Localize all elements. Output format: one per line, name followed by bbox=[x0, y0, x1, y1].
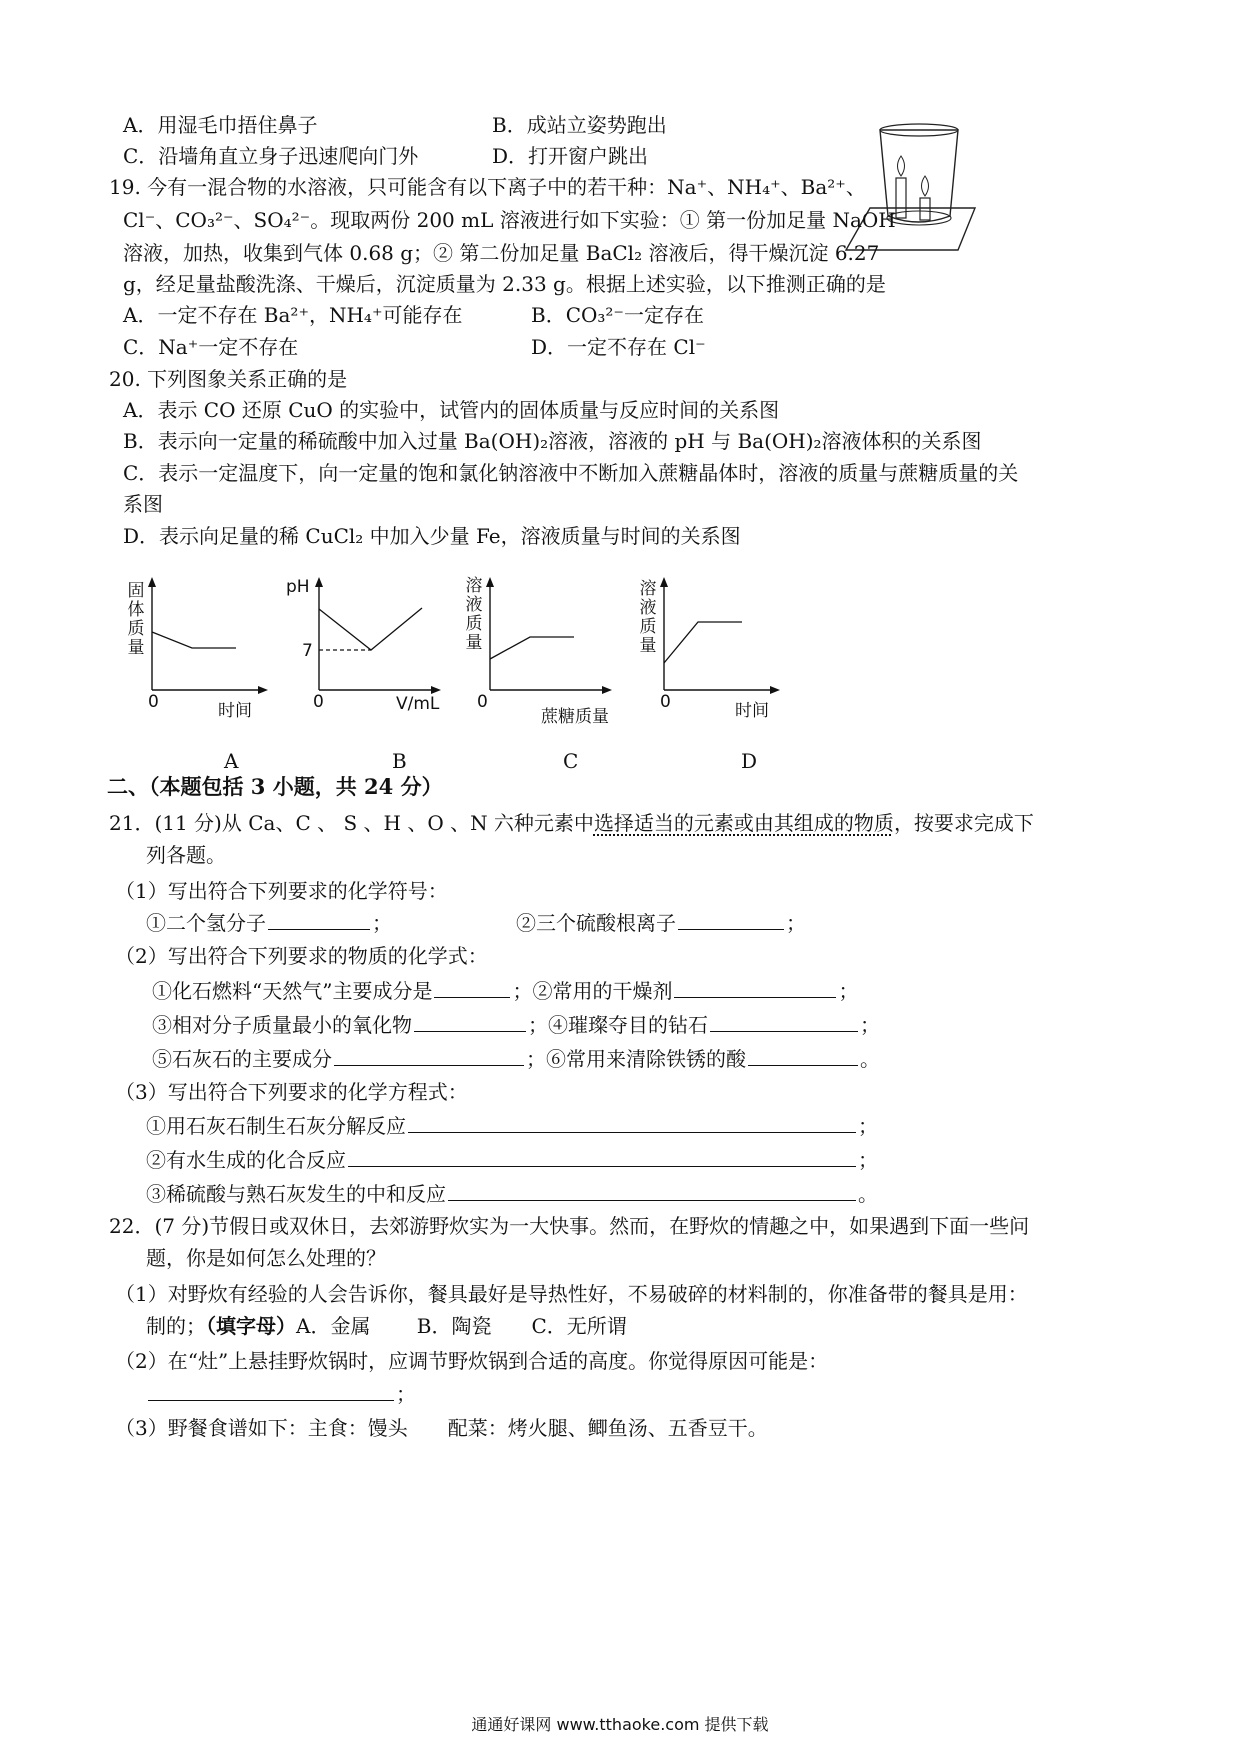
graph-b-xlabel: V/mL bbox=[396, 694, 440, 714]
q21-period: 。 bbox=[860, 1047, 880, 1071]
q19-line2: Cl⁻、CO₃²⁻、SO₄²⁻。现取两份 200 mL 溶液进行如下实验：① 第一份加足量 NaOH bbox=[123, 208, 896, 232]
q22-part1-line2 bbox=[146, 1311, 627, 1341]
q19-line3: 溶液，加热，收集到气体 0.68 g；② 第二份加足量 BaCl₂ 溶液后，得干燥沉淀 6.27 bbox=[123, 241, 880, 265]
q21-part3-item2 bbox=[146, 1144, 878, 1175]
q20-option-d: D．表示向足量的稀 CuCl₂ 中加入少量 Fe，溶液质量与时间的关系图 bbox=[123, 524, 741, 548]
q22-part1-prefix: 制的； bbox=[146, 1314, 206, 1338]
graph-b-origin: 0 bbox=[313, 692, 324, 712]
q18-option-a: A．用湿毛巾捂住鼻子 bbox=[123, 113, 318, 137]
q21-part2-item3-label: ③相对分子质量最小的氧化物 bbox=[152, 1013, 412, 1037]
q19-option-c: C．Na⁺一定不存在 bbox=[123, 335, 299, 359]
q21-part2-row3 bbox=[152, 1043, 880, 1074]
q20-stem: 20. 下列图象关系正确的是 bbox=[109, 367, 348, 391]
answer-blank[interactable] bbox=[148, 1378, 394, 1401]
q21-semicolon: ； bbox=[860, 1013, 880, 1037]
q21-part1-item1 bbox=[146, 907, 392, 938]
q22-line1: 22．(7 分)节假日或双休日，去郊游野炊实为一大快事。然而，在野炊的情趣之中，如果遇到下面一些问 bbox=[109, 1214, 1030, 1238]
q21-part3-item3 bbox=[146, 1178, 878, 1209]
answer-blank[interactable] bbox=[434, 975, 510, 998]
q22-part3-line1: （3）野餐食谱如下：主食：馒头 配菜：烤火腿、鲫鱼汤、五香豆干。 bbox=[115, 1416, 768, 1440]
answer-blank[interactable] bbox=[674, 975, 836, 998]
q19-option-a: A．一定不存在 Ba²⁺，NH₄⁺可能存在 bbox=[123, 303, 463, 327]
graph-c-origin: 0 bbox=[477, 692, 488, 712]
q21-part2-row2 bbox=[152, 1009, 880, 1040]
graph-d-caption: D bbox=[741, 749, 758, 773]
graph-a-ylabel: 固体质量 bbox=[127, 581, 145, 658]
graph-d-ylabel: 溶液质量 bbox=[639, 579, 657, 656]
q21-part3-item1-label: ①用石灰石制生石灰分解反应 bbox=[146, 1114, 406, 1138]
q22-part2-line1: （2）在“灶”上悬挂野炊锅时，应调节野炊锅到合适的高度。你觉得原因可能是： bbox=[115, 1349, 829, 1373]
answer-blank[interactable] bbox=[710, 1009, 858, 1032]
q21-part1-item1-label: ①二个氢分子 bbox=[146, 911, 266, 935]
answer-blank[interactable] bbox=[678, 907, 784, 930]
graph-b-caption: B bbox=[392, 749, 407, 773]
q21-part2-item4-label: ；④璀璨夺目的钻石 bbox=[528, 1013, 708, 1037]
q21-part3-item1 bbox=[146, 1110, 878, 1141]
answer-blank[interactable] bbox=[348, 1144, 856, 1167]
answer-blank[interactable] bbox=[268, 907, 370, 930]
graph-b-ylabel: pH bbox=[286, 577, 310, 597]
graph-a-origin: 0 bbox=[148, 692, 159, 712]
q18-option-d: D．打开窗户跳出 bbox=[492, 144, 649, 168]
graph-d-origin: 0 bbox=[660, 692, 671, 712]
q19-option-b: B．CO₃²⁻一定存在 bbox=[531, 303, 704, 327]
q20-option-c-line2: 系图 bbox=[123, 492, 163, 516]
q21-part2-row1 bbox=[152, 975, 858, 1006]
q21-line1-a: 21．(11 分)从 Ca、C 、 S 、H 、O 、N 六种元素中 bbox=[109, 811, 594, 835]
q19-line1: 19. 今有一混合物的水溶液，只可能含有以下离子中的若干种：Na⁺、NH₄⁺、Ba²⁺、 bbox=[109, 175, 866, 199]
q19-option-d: D．一定不存在 Cl⁻ bbox=[531, 335, 706, 359]
answer-blank[interactable] bbox=[748, 1043, 858, 1066]
graph-c-caption: C bbox=[563, 749, 579, 773]
q20-option-b: B．表示向一定量的稀硫酸中加入过量 Ba(OH)₂溶液，溶液的 pH 与 Ba(OH)₂溶液体积的关系图 bbox=[123, 429, 982, 453]
q21-part2: （2）写出符合下列要求的物质的化学式： bbox=[115, 944, 488, 968]
graph-c-xlabel: 蔗糖质量 bbox=[541, 707, 609, 727]
graph-a-xlabel: 时间 bbox=[218, 701, 252, 721]
q18-option-b: B．成站立姿势跑出 bbox=[492, 113, 667, 137]
answer-blank[interactable] bbox=[414, 1009, 526, 1032]
q21-semicolon: ； bbox=[372, 911, 392, 935]
graph-c bbox=[478, 575, 618, 700]
q20-option-c-line1: C．表示一定温度下，向一定量的饱和氯化钠溶液中不断加入蔗糖晶体时，溶液的质量与蔗糖质量的关 bbox=[123, 461, 1019, 485]
graph-a bbox=[140, 575, 275, 700]
q21-line1 bbox=[109, 808, 1034, 838]
graph-b bbox=[307, 575, 447, 700]
q21-part2-item6-label: ；⑥常用来清除铁锈的酸 bbox=[526, 1047, 746, 1071]
q21-part3-item2-label: ②有水生成的化合反应 bbox=[146, 1148, 346, 1172]
q21-part3-item3-label: ③稀硫酸与熟石灰发生的中和反应 bbox=[146, 1182, 446, 1206]
q22-part1-line1: （1）对野炊有经验的人会告诉你，餐具最好是导热性好，不易破碎的材料制的，你准备带的餐具是用： bbox=[115, 1282, 1028, 1306]
q22-part1-options: A．金属 B．陶瓷 C．无所谓 bbox=[296, 1314, 627, 1338]
q22-part2-answer bbox=[146, 1378, 416, 1409]
q18-option-c: C．沿墙角直立身子迅速爬向门外 bbox=[123, 144, 419, 168]
q22-line2: 题，你是如何怎么处理的？ bbox=[146, 1246, 386, 1270]
q21-semicolon: ； bbox=[786, 911, 806, 935]
q21-semicolon: ； bbox=[858, 1148, 878, 1172]
answer-blank[interactable] bbox=[334, 1043, 524, 1066]
graph-d bbox=[652, 575, 787, 700]
q21-semicolon: ； bbox=[838, 979, 859, 1003]
graph-d-xlabel: 时间 bbox=[735, 701, 769, 721]
section-2-title: 二、（本题包括 3 小题，共 24 分） bbox=[107, 774, 443, 799]
q21-line1-emphasis: 选择适当的元素或由其组成的物质 bbox=[593, 811, 894, 835]
answer-blank[interactable] bbox=[408, 1110, 856, 1133]
q21-part1-item2 bbox=[516, 907, 806, 938]
q21-line2: 列各题。 bbox=[146, 843, 226, 867]
q21-part1-item2-label: ②三个硫酸根离子 bbox=[516, 911, 676, 935]
q22-semicolon: ； bbox=[396, 1382, 416, 1406]
answer-blank[interactable] bbox=[448, 1178, 856, 1201]
q21-part2-item5-label: ⑤石灰石的主要成分 bbox=[152, 1047, 332, 1071]
q20-option-a: A．表示 CO 还原 CuO 的实验中，试管内的固体质量与反应时间的关系图 bbox=[123, 398, 780, 422]
q21-period: 。 bbox=[858, 1182, 878, 1206]
graph-a-caption: A bbox=[224, 749, 239, 773]
q19-line4: g，经足量盐酸洗涤、干燥后，沉淀质量为 2.33 g。根据上述实验，以下推测正确的是 bbox=[123, 272, 886, 296]
graph-c-ylabel: 溶液质量 bbox=[465, 576, 483, 653]
q21-part2-item2-label: ；②常用的干燥剂 bbox=[512, 979, 673, 1003]
q22-part1-instruction: （填字母） bbox=[206, 1314, 296, 1338]
q21-line1-c: ，按要求完成下 bbox=[893, 811, 1034, 835]
page-footer: 通通好课网 www.tthaoke.com 提供下载 bbox=[471, 1715, 769, 1734]
q21-part3: （3）写出符合下列要求的化学方程式： bbox=[115, 1080, 468, 1104]
graph-b-tick-7: 7 bbox=[302, 641, 313, 661]
q21-part2-item1-label: ①化石燃料“天然气”主要成分是 bbox=[152, 979, 433, 1003]
q21-part1: （1）写出符合下列要求的化学符号： bbox=[115, 879, 448, 903]
q21-semicolon: ； bbox=[858, 1114, 878, 1138]
